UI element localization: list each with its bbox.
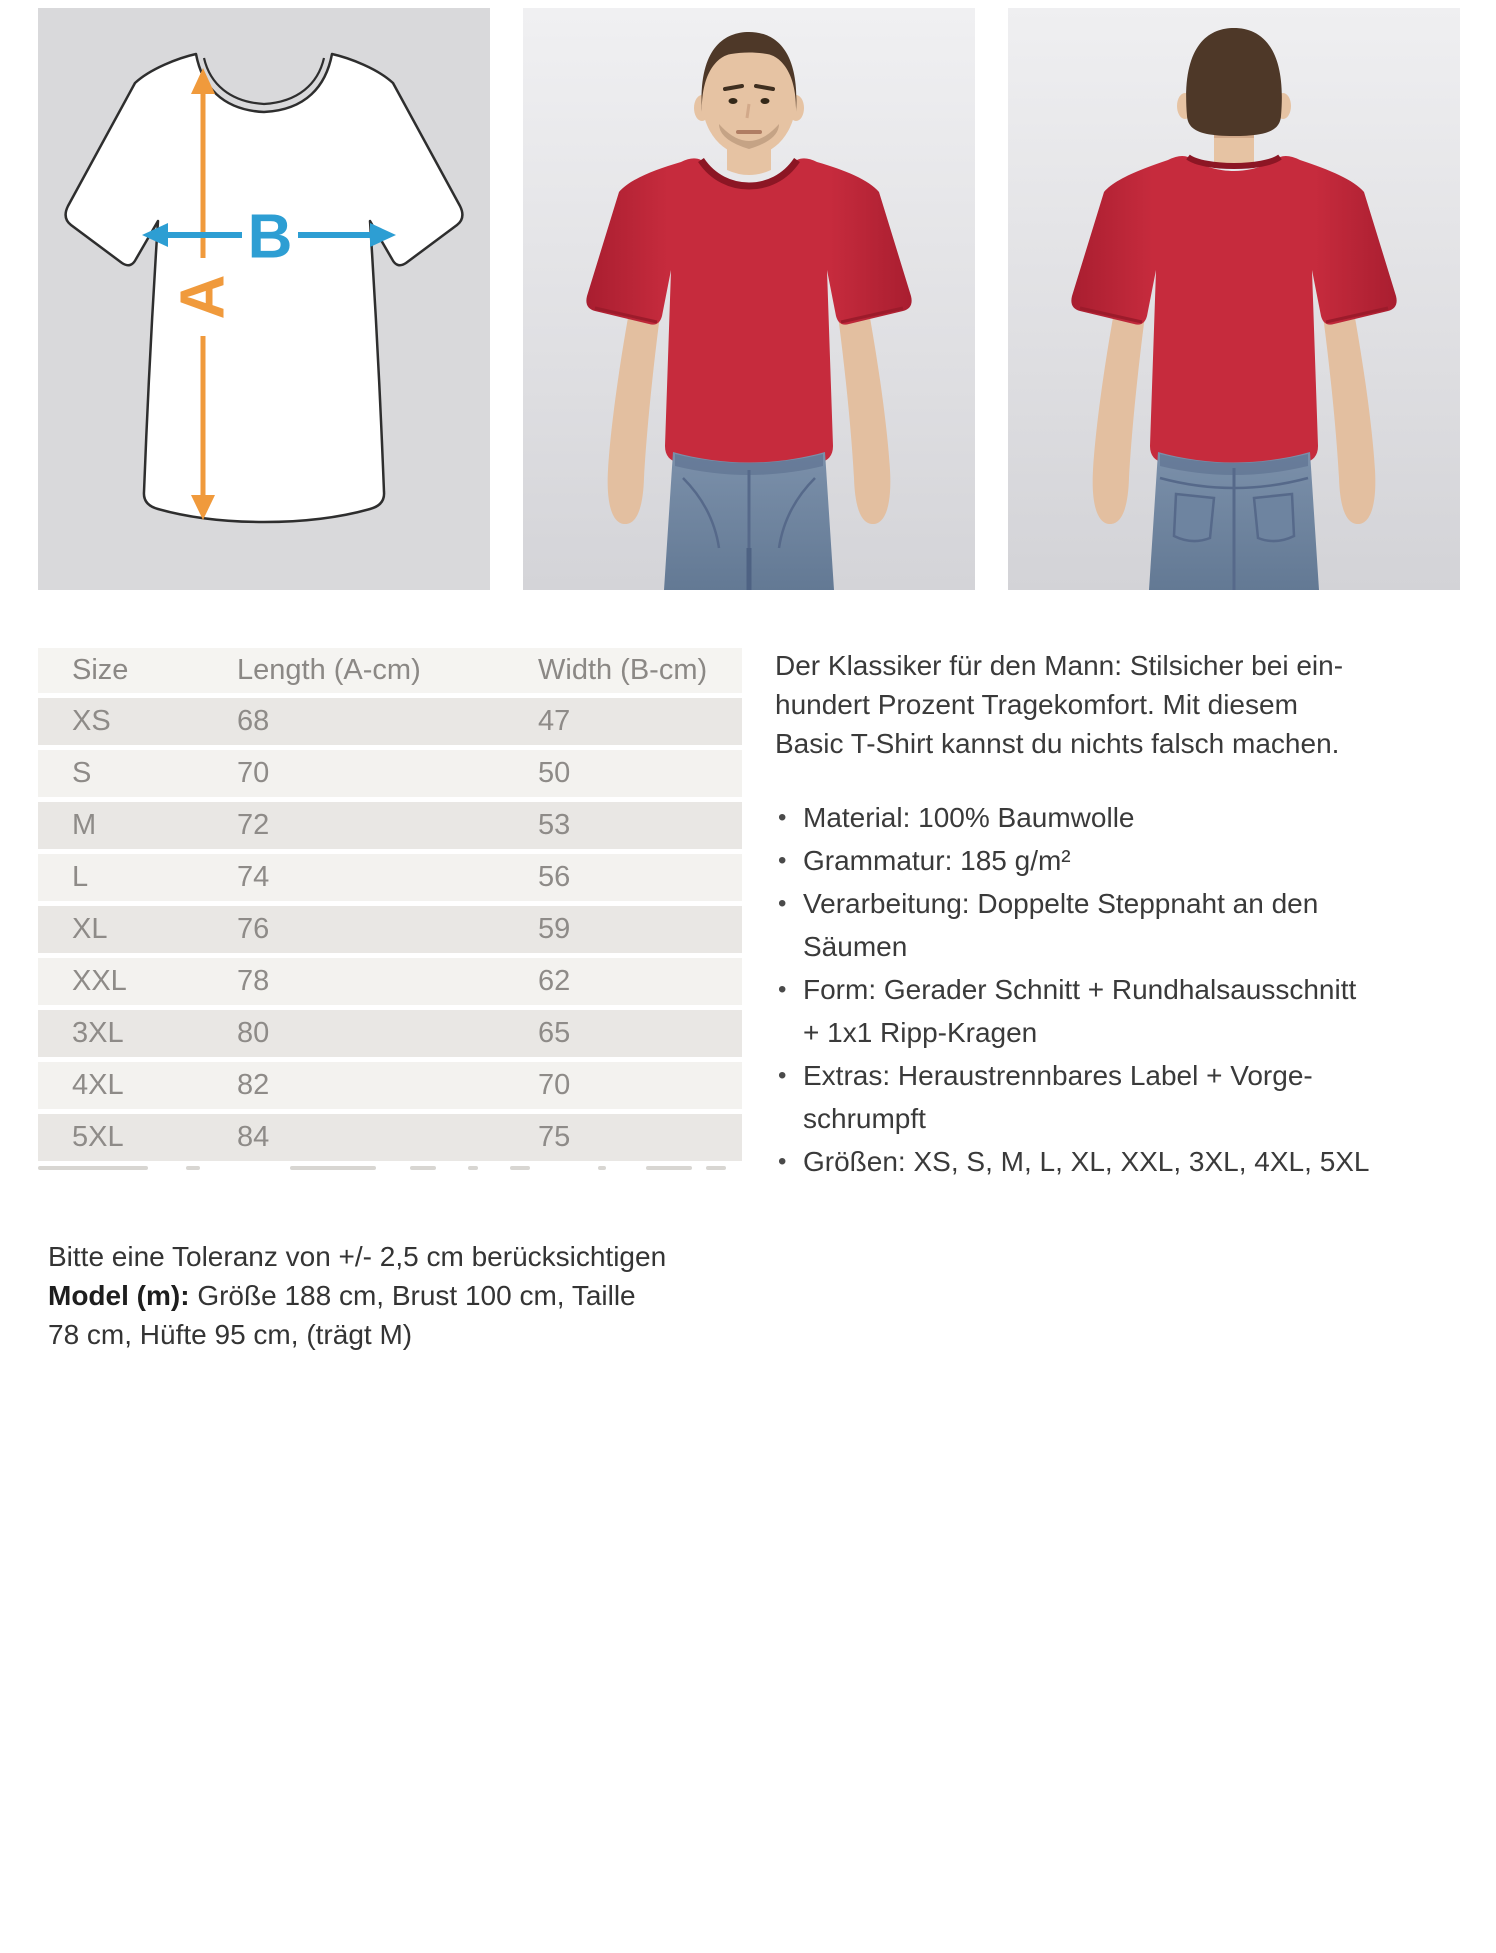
model-back-illustration [1008, 8, 1460, 590]
col-header-length: Length (A-cm) [237, 654, 421, 686]
spec-text: Größen: XS, S, M, L, XL, XXL, 3XL, 4XL, 5XL [803, 1146, 1370, 1177]
spec-text: Grammatur: 185 g/m² [803, 845, 1071, 876]
cell-length: 76 [237, 913, 270, 945]
cell-width: 65 [538, 1017, 571, 1049]
model-front-photo[interactable] [523, 8, 975, 590]
col-header-width: Width (B-cm) [538, 654, 708, 686]
spec-bullet-list [775, 796, 1465, 1183]
description-line: Basic T-Shirt kannst du nichts falsch machen. [775, 728, 1340, 759]
jeans-back [1149, 452, 1319, 590]
table-row [38, 802, 742, 849]
jeans-front [664, 452, 834, 590]
spec-bullet [775, 1140, 1465, 1183]
model-info-line1 [48, 1276, 666, 1315]
table-row [38, 958, 742, 1005]
description-line: hundert Prozent Tragekomfort. Mit diesem [775, 689, 1298, 720]
table-row [38, 906, 742, 953]
cell-width: 59 [538, 913, 571, 945]
clipped-row-fragment [38, 1166, 742, 1172]
spec-text: Extras: Heraustrennbares Label + Vorge- [803, 1060, 1313, 1091]
width-label-b: B [247, 202, 293, 272]
measurement-notes [48, 1237, 666, 1354]
cell-size: M [72, 809, 97, 841]
tshirt-measurement-diagram [38, 8, 490, 590]
length-label-a: A [168, 274, 238, 320]
product-description [775, 646, 1465, 1183]
cell-length: 72 [237, 809, 270, 841]
spec-bullet [775, 796, 1465, 839]
cell-length: 74 [237, 861, 270, 893]
cell-size: XL [72, 913, 108, 945]
spec-text: Form: Gerader Schnitt + Rundhalsausschnitt [803, 974, 1357, 1005]
cell-length: 82 [237, 1069, 270, 1101]
spec-text: Säumen [803, 931, 908, 962]
model-info-text: Größe 188 cm, Brust 100 cm, Taille [197, 1280, 636, 1311]
spec-bullet [775, 882, 1465, 968]
col-header-size: Size [72, 654, 129, 686]
table-row [38, 854, 742, 901]
spec-bullet [775, 839, 1465, 882]
bullet-icon: • [778, 1148, 787, 1175]
cell-width: 50 [538, 757, 571, 789]
table-row [38, 698, 742, 745]
spec-bullet [775, 1054, 1465, 1140]
spec-text: + 1x1 Ripp-Kragen [803, 1017, 1038, 1048]
cell-length: 70 [237, 757, 270, 789]
table-row [38, 1114, 742, 1161]
cell-width: 53 [538, 809, 571, 841]
model-front-illustration [523, 8, 975, 590]
cell-length: 68 [237, 705, 270, 737]
model-info-line2: 78 cm, Hüfte 95 cm, (trägt M) [48, 1319, 413, 1350]
description-line: Der Klassiker für den Mann: Stilsicher bei ein- [775, 650, 1344, 681]
cell-length: 78 [237, 965, 270, 997]
table-row [38, 1010, 742, 1057]
bullet-icon: • [778, 976, 787, 1003]
spec-bullet [775, 968, 1465, 1054]
table-row [38, 1062, 742, 1109]
cell-length: 80 [237, 1017, 270, 1049]
size-diagram-image[interactable] [38, 8, 490, 590]
cell-width: 56 [538, 861, 571, 893]
tolerance-note: Bitte eine Toleranz von +/- 2,5 cm berücksichtigen [48, 1241, 667, 1272]
table-row [38, 750, 742, 797]
spec-text: Material: 100% Baumwolle [803, 802, 1135, 833]
bullet-icon: • [778, 890, 787, 917]
cell-width: 75 [538, 1121, 571, 1153]
spec-text: schrumpft [803, 1103, 926, 1134]
model-label: Model (m): [48, 1280, 190, 1311]
cell-width: 62 [538, 965, 571, 997]
bullet-icon: • [778, 804, 787, 831]
cell-size: 3XL [72, 1017, 124, 1049]
cell-width: 47 [538, 705, 571, 737]
cell-size: XS [72, 705, 111, 737]
cell-size: S [72, 757, 92, 789]
cell-size: 5XL [72, 1121, 124, 1153]
model-back-photo[interactable] [1008, 8, 1460, 590]
cell-size: 4XL [72, 1069, 124, 1101]
cell-size: XXL [72, 965, 127, 997]
size-table [38, 648, 742, 1166]
bullet-icon: • [778, 847, 787, 874]
size-table-header [38, 648, 742, 693]
cell-length: 84 [237, 1121, 270, 1153]
hair-back [1186, 28, 1282, 136]
cell-width: 70 [538, 1069, 571, 1101]
spec-text: Verarbeitung: Doppelte Steppnaht an den [803, 888, 1319, 919]
description-intro [775, 646, 1465, 763]
cell-size: L [72, 861, 89, 893]
bullet-icon: • [778, 1062, 787, 1089]
